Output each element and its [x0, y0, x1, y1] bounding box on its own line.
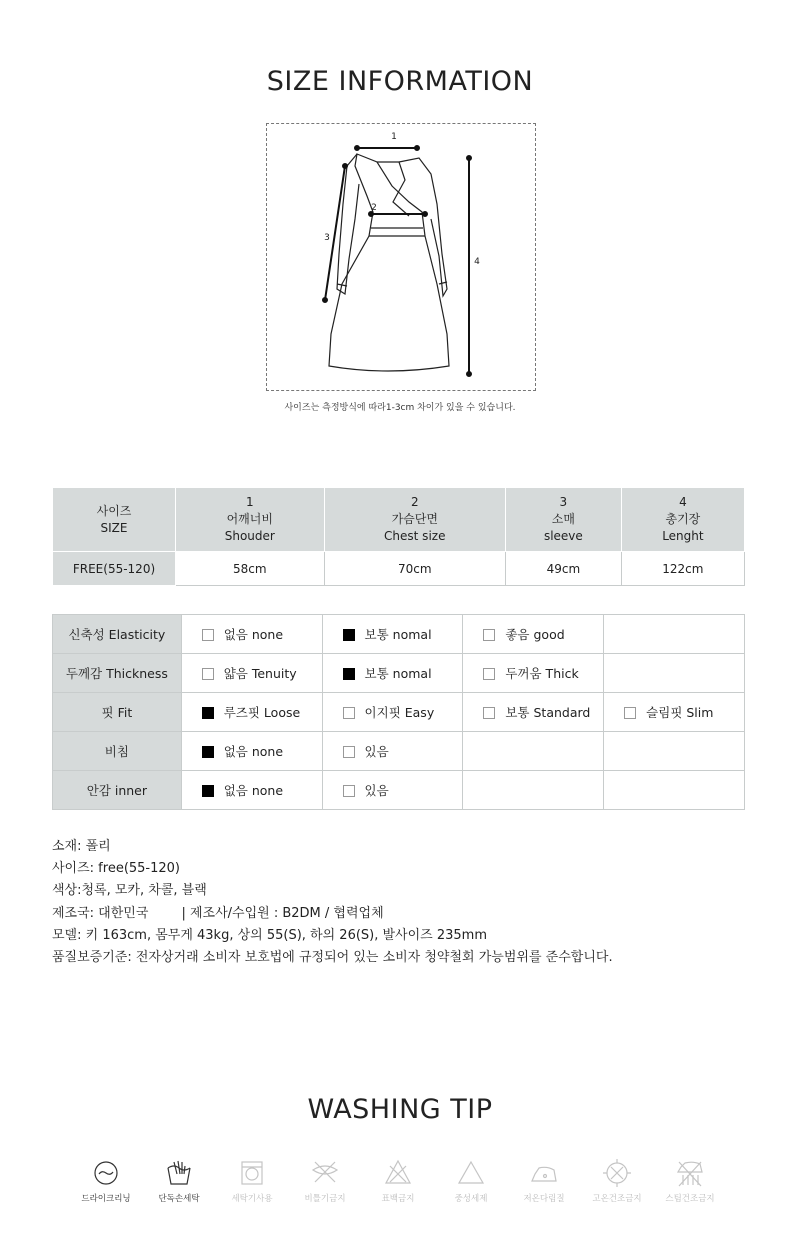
low-iron-icon — [529, 1158, 559, 1188]
checked-box-icon — [343, 629, 355, 641]
spec-option-label: 있음 — [364, 744, 389, 759]
spec-option-cell — [604, 615, 745, 654]
value-length: 122cm — [621, 552, 744, 586]
spec-option-label: 이지핏 Easy — [364, 705, 435, 720]
washing-tip-label: 표백금지 — [381, 1194, 415, 1204]
value-sleeve: 49cm — [505, 552, 621, 586]
unchecked-box-icon — [483, 629, 495, 641]
spec-option-cell — [322, 732, 463, 771]
wool-wash-icon — [91, 1158, 121, 1188]
spec-option-cell — [604, 732, 745, 771]
size-table — [52, 487, 745, 586]
spec-option-cell — [463, 615, 604, 654]
spec-option-cell — [604, 771, 745, 810]
washing-tip-label: 드라이크리닝 — [81, 1194, 131, 1204]
washing-tip-label: 세탁기사용 — [231, 1194, 273, 1204]
no-bleach-icon — [383, 1158, 413, 1188]
unchecked-box-icon — [202, 629, 214, 641]
spec-option-cell — [181, 615, 322, 654]
spec-option-cell — [322, 654, 463, 693]
table-row — [53, 615, 745, 654]
header-sleeve: 3 소매 sleeve — [505, 488, 621, 552]
info-color: 색상:청록, 모카, 차콜, 블랙 — [52, 883, 207, 899]
measure-label-chest: 2 — [371, 203, 377, 213]
hand-wash-icon — [164, 1158, 194, 1188]
no-wring-icon — [310, 1158, 340, 1188]
info-size: 사이즈: free(55-120) — [52, 861, 181, 877]
spec-option-label: 없음 none — [223, 744, 284, 759]
spec-label: 핏 Fit — [53, 693, 182, 732]
washing-tip-item — [291, 1158, 359, 1204]
spec-option-cell — [181, 732, 322, 771]
row-size-label: FREE(55-120) — [53, 552, 176, 586]
spec-option-cell — [463, 654, 604, 693]
washing-tip-label: 중성세제 — [454, 1194, 488, 1204]
washing-tip-item — [364, 1158, 432, 1204]
size-information-title: SIZE INFORMATION — [266, 66, 534, 97]
spec-option-cell — [463, 732, 604, 771]
unchecked-box-icon — [343, 785, 355, 797]
washing-tip-item — [218, 1158, 286, 1204]
dress-measurement-diagram — [266, 123, 536, 391]
table-row — [53, 771, 745, 810]
size-table-header — [53, 488, 745, 552]
info-quality: 품질보증기준: 전자상거래 소비자 보호법에 규정되어 있는 소비자 청약철회 가능범위를 준수합니다. — [52, 950, 613, 966]
spec-option-label: 슬림핏 Slim — [646, 705, 714, 720]
header-size: 사이즈 SIZE — [53, 488, 176, 552]
washing-tip-item — [510, 1158, 578, 1204]
spec-option-label: 두꺼움 Thick — [505, 666, 579, 681]
measure-label-sleeve: 3 — [324, 233, 330, 243]
spec-option-cell — [322, 771, 463, 810]
header-shoulder: 1 어깨너비 Shouder — [176, 488, 325, 552]
washing-tip-item — [437, 1158, 505, 1204]
spec-option-label: 없음 none — [223, 783, 284, 798]
spec-option-label: 보통 Standard — [505, 705, 591, 720]
product-info — [52, 836, 613, 969]
checked-box-icon — [343, 668, 355, 680]
spec-option-cell — [181, 771, 322, 810]
table-row — [53, 732, 745, 771]
spec-option-cell — [181, 654, 322, 693]
spec-label: 비침 — [53, 732, 182, 771]
washing-tip-title: WASHING TIP — [307, 1094, 493, 1125]
washing-tip-item — [145, 1158, 213, 1204]
measure-label-shoulder: 1 — [391, 132, 397, 142]
info-origin: 제조국: 대한민국 | 제조사/수입원 : B2DM / 협력업체 — [52, 905, 384, 921]
table-row — [53, 693, 745, 732]
spec-option-cell — [463, 693, 604, 732]
washing-tip-label: 고온건조금지 — [592, 1194, 642, 1204]
unchecked-box-icon — [483, 668, 495, 680]
spec-label: 안감 inner — [53, 771, 182, 810]
table-row — [53, 552, 745, 586]
spec-option-label: 없음 none — [223, 627, 284, 642]
unchecked-box-icon — [624, 707, 636, 719]
checked-box-icon — [202, 746, 214, 758]
spec-option-label: 루즈핏 Loose — [223, 705, 301, 720]
washing-icons — [81, 1158, 744, 1218]
spec-option-label: 얇음 Tenuity — [223, 666, 297, 681]
checked-box-icon — [202, 707, 214, 719]
unchecked-box-icon — [483, 707, 495, 719]
spec-option-label: 좋음 good — [505, 627, 565, 642]
washing-tip-label: 스팀건조금지 — [665, 1194, 715, 1204]
spec-option-cell — [604, 654, 745, 693]
size-note: 사이즈는 측정방식에 따라1-3cm 차이가 있을 수 있습니다. — [284, 403, 516, 413]
spec-option-label: 보통 nomal — [364, 627, 432, 642]
header-chest: 2 가슴단면 Chest size — [324, 488, 505, 552]
dress-outline-illustration — [267, 124, 537, 392]
table-row — [53, 654, 745, 693]
no-tumble-dry-icon — [602, 1158, 632, 1188]
neutral-detergent-icon — [456, 1158, 486, 1188]
measure-label-length: 4 — [474, 257, 480, 267]
info-material: 소재: 폴리 — [52, 839, 111, 854]
spec-label: 신축성 Elasticity — [53, 615, 182, 654]
unchecked-box-icon — [343, 707, 355, 719]
spec-option-label: 있음 — [364, 783, 389, 798]
washing-tip-label: 비틀기금지 — [304, 1194, 346, 1204]
spec-option-cell — [604, 693, 745, 732]
info-model: 모델: 키 163cm, 몸무게 43kg, 상의 55(S), 하의 26(S), 발사이즈 235mm — [52, 927, 488, 943]
spec-label: 두께감 Thickness — [53, 654, 182, 693]
spec-option-cell — [322, 615, 463, 654]
header-length: 4 총기장 Lenght — [621, 488, 744, 552]
washing-tip-item — [583, 1158, 651, 1204]
spec-option-cell — [181, 693, 322, 732]
unchecked-box-icon — [343, 746, 355, 758]
value-chest: 70cm — [324, 552, 505, 586]
checked-box-icon — [202, 785, 214, 797]
spec-option-cell — [463, 771, 604, 810]
unchecked-box-icon — [202, 668, 214, 680]
washing-tip-item — [656, 1158, 724, 1204]
spec-option-cell — [322, 693, 463, 732]
spec-option-label: 보통 nomal — [364, 666, 432, 681]
fabric-spec-table — [52, 614, 745, 810]
washing-tip-item — [72, 1158, 140, 1204]
no-steam-icon — [675, 1158, 705, 1188]
value-shoulder: 58cm — [176, 552, 325, 586]
washing-tip-label: 단독손세탁 — [158, 1194, 200, 1204]
washing-tip-label: 저온다림질 — [523, 1194, 565, 1204]
washing-machine-icon — [237, 1158, 267, 1188]
